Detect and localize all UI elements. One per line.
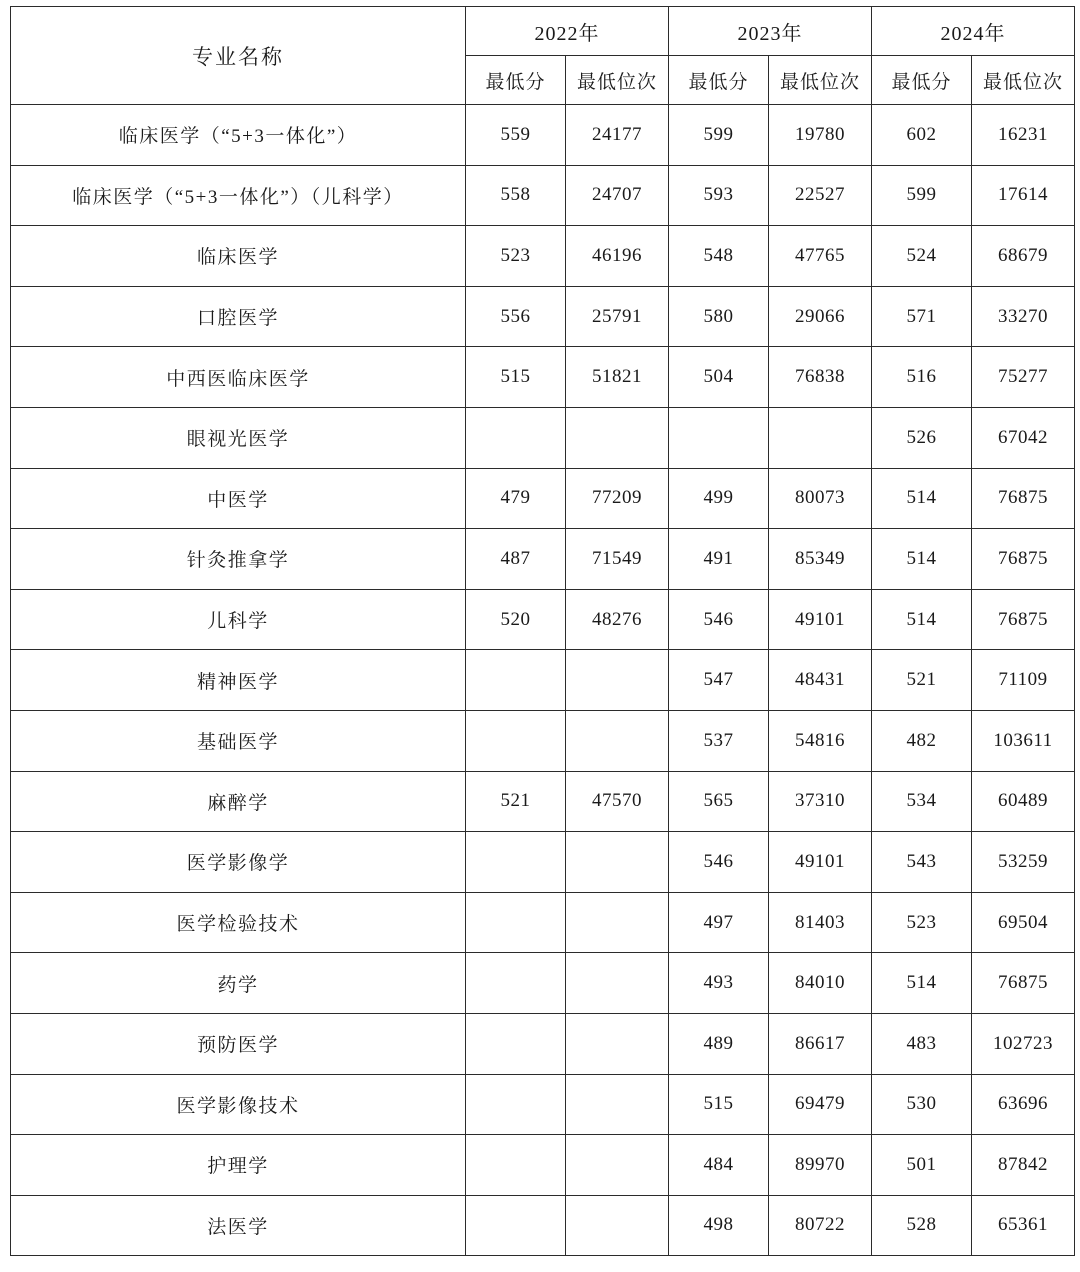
column-header-2023-min-rank: 最低位次 bbox=[769, 56, 872, 105]
cell-2022-min-rank bbox=[566, 1195, 669, 1256]
cell-2023-min-score: 498 bbox=[669, 1195, 769, 1256]
cell-2022-min-score: 515 bbox=[466, 347, 566, 408]
cell-2024-min-rank: 71109 bbox=[972, 650, 1075, 711]
cell-major: 基础医学 bbox=[11, 710, 466, 771]
cell-2022-min-rank bbox=[566, 1013, 669, 1074]
cell-2024-min-score: 599 bbox=[872, 165, 972, 226]
cell-2022-min-score: 523 bbox=[466, 226, 566, 287]
cell-major: 中医学 bbox=[11, 468, 466, 529]
table-row bbox=[11, 468, 1075, 529]
cell-2024-min-score: 571 bbox=[872, 286, 972, 347]
column-header-2024-min-rank: 最低位次 bbox=[972, 56, 1075, 105]
cell-2024-min-score: 514 bbox=[872, 529, 972, 590]
cell-2024-min-score: 602 bbox=[872, 105, 972, 166]
column-header-2024-min-score: 最低分 bbox=[872, 56, 972, 105]
cell-2022-min-rank bbox=[566, 650, 669, 711]
cell-2022-min-score: 521 bbox=[466, 771, 566, 832]
cell-2024-min-rank: 76875 bbox=[972, 589, 1075, 650]
cell-2022-min-score bbox=[466, 1135, 566, 1196]
cell-2024-min-score: 516 bbox=[872, 347, 972, 408]
cell-2022-min-rank bbox=[566, 407, 669, 468]
column-header-major: 专业名称 bbox=[11, 7, 466, 105]
table-row bbox=[11, 347, 1075, 408]
cell-2022-min-rank bbox=[566, 710, 669, 771]
cell-2022-min-score bbox=[466, 1074, 566, 1135]
cell-2023-min-rank: 85349 bbox=[769, 529, 872, 590]
cell-2023-min-rank bbox=[769, 407, 872, 468]
table-row bbox=[11, 771, 1075, 832]
cell-major: 医学影像技术 bbox=[11, 1074, 466, 1135]
cell-2023-min-score: 515 bbox=[669, 1074, 769, 1135]
admission-score-table bbox=[10, 6, 1075, 1256]
cell-2023-min-score: 546 bbox=[669, 832, 769, 893]
cell-2023-min-rank: 19780 bbox=[769, 105, 872, 166]
cell-major: 临床医学 bbox=[11, 226, 466, 287]
column-header-2022-min-score: 最低分 bbox=[466, 56, 566, 105]
cell-2023-min-score: 499 bbox=[669, 468, 769, 529]
cell-2022-min-score bbox=[466, 1195, 566, 1256]
cell-2023-min-score: 599 bbox=[669, 105, 769, 166]
cell-2022-min-rank: 48276 bbox=[566, 589, 669, 650]
cell-2022-min-score bbox=[466, 710, 566, 771]
cell-major: 中西医临床医学 bbox=[11, 347, 466, 408]
cell-2022-min-score bbox=[466, 953, 566, 1014]
cell-2024-min-score: 534 bbox=[872, 771, 972, 832]
cell-2024-min-score: 543 bbox=[872, 832, 972, 893]
cell-2022-min-rank: 51821 bbox=[566, 347, 669, 408]
cell-2023-min-rank: 76838 bbox=[769, 347, 872, 408]
table-row bbox=[11, 105, 1075, 166]
cell-2022-min-score: 559 bbox=[466, 105, 566, 166]
cell-2024-min-score: 526 bbox=[872, 407, 972, 468]
cell-2024-min-score: 483 bbox=[872, 1013, 972, 1074]
cell-2024-min-score: 528 bbox=[872, 1195, 972, 1256]
cell-major: 医学影像学 bbox=[11, 832, 466, 893]
cell-2023-min-score: 497 bbox=[669, 892, 769, 953]
cell-2023-min-rank: 80073 bbox=[769, 468, 872, 529]
table-row bbox=[11, 1074, 1075, 1135]
cell-2024-min-rank: 33270 bbox=[972, 286, 1075, 347]
cell-2022-min-score bbox=[466, 1013, 566, 1074]
cell-2023-min-rank: 54816 bbox=[769, 710, 872, 771]
table-row bbox=[11, 407, 1075, 468]
cell-2022-min-rank: 77209 bbox=[566, 468, 669, 529]
cell-2024-min-score: 530 bbox=[872, 1074, 972, 1135]
cell-2022-min-rank: 47570 bbox=[566, 771, 669, 832]
column-header-2023-min-score: 最低分 bbox=[669, 56, 769, 105]
cell-2023-min-rank: 22527 bbox=[769, 165, 872, 226]
cell-2024-min-score: 482 bbox=[872, 710, 972, 771]
cell-2024-min-score: 514 bbox=[872, 468, 972, 529]
cell-2023-min-rank: 49101 bbox=[769, 589, 872, 650]
cell-2022-min-rank: 24707 bbox=[566, 165, 669, 226]
cell-major: 护理学 bbox=[11, 1135, 466, 1196]
cell-2024-min-score: 524 bbox=[872, 226, 972, 287]
cell-2022-min-score: 556 bbox=[466, 286, 566, 347]
cell-major: 口腔医学 bbox=[11, 286, 466, 347]
cell-2024-min-score: 521 bbox=[872, 650, 972, 711]
cell-2023-min-rank: 47765 bbox=[769, 226, 872, 287]
cell-major: 临床医学（“5+3一体化”） bbox=[11, 105, 466, 166]
cell-2024-min-rank: 76875 bbox=[972, 953, 1075, 1014]
cell-2023-min-score: 547 bbox=[669, 650, 769, 711]
column-header-year-2024: 2024年 bbox=[872, 7, 1075, 56]
cell-2023-min-rank: 86617 bbox=[769, 1013, 872, 1074]
cell-2024-min-score: 501 bbox=[872, 1135, 972, 1196]
cell-major: 精神医学 bbox=[11, 650, 466, 711]
cell-2022-min-score: 520 bbox=[466, 589, 566, 650]
cell-2024-min-rank: 69504 bbox=[972, 892, 1075, 953]
cell-major: 针灸推拿学 bbox=[11, 529, 466, 590]
table-row bbox=[11, 226, 1075, 287]
cell-2024-min-rank: 65361 bbox=[972, 1195, 1075, 1256]
cell-major: 医学检验技术 bbox=[11, 892, 466, 953]
cell-2023-min-score: 548 bbox=[669, 226, 769, 287]
cell-2024-min-rank: 75277 bbox=[972, 347, 1075, 408]
cell-2022-min-score: 479 bbox=[466, 468, 566, 529]
cell-2022-min-rank: 46196 bbox=[566, 226, 669, 287]
table-row bbox=[11, 1135, 1075, 1196]
table-header-year-row bbox=[11, 7, 1075, 56]
cell-2022-min-rank bbox=[566, 1135, 669, 1196]
cell-2022-min-rank bbox=[566, 832, 669, 893]
cell-2023-min-rank: 89970 bbox=[769, 1135, 872, 1196]
cell-2024-min-rank: 76875 bbox=[972, 529, 1075, 590]
cell-2022-min-score bbox=[466, 892, 566, 953]
cell-major: 麻醉学 bbox=[11, 771, 466, 832]
cell-2024-min-rank: 102723 bbox=[972, 1013, 1075, 1074]
table-header bbox=[11, 7, 1075, 105]
cell-major: 眼视光医学 bbox=[11, 407, 466, 468]
cell-2023-min-score bbox=[669, 407, 769, 468]
cell-2023-min-rank: 69479 bbox=[769, 1074, 872, 1135]
table-row bbox=[11, 286, 1075, 347]
cell-major: 法医学 bbox=[11, 1195, 466, 1256]
table-row bbox=[11, 589, 1075, 650]
cell-2024-min-rank: 67042 bbox=[972, 407, 1075, 468]
cell-2022-min-rank: 25791 bbox=[566, 286, 669, 347]
cell-2024-min-rank: 68679 bbox=[972, 226, 1075, 287]
cell-2024-min-rank: 53259 bbox=[972, 832, 1075, 893]
cell-2023-min-rank: 37310 bbox=[769, 771, 872, 832]
cell-2024-min-rank: 87842 bbox=[972, 1135, 1075, 1196]
cell-2024-min-rank: 103611 bbox=[972, 710, 1075, 771]
cell-major: 预防医学 bbox=[11, 1013, 466, 1074]
cell-2024-min-score: 514 bbox=[872, 589, 972, 650]
column-header-2022-min-rank: 最低位次 bbox=[566, 56, 669, 105]
cell-2024-min-rank: 60489 bbox=[972, 771, 1075, 832]
cell-2024-min-rank: 17614 bbox=[972, 165, 1075, 226]
cell-2023-min-rank: 84010 bbox=[769, 953, 872, 1014]
cell-2022-min-score bbox=[466, 832, 566, 893]
table-row bbox=[11, 710, 1075, 771]
cell-2022-min-rank bbox=[566, 892, 669, 953]
cell-2024-min-score: 523 bbox=[872, 892, 972, 953]
cell-2022-min-rank bbox=[566, 1074, 669, 1135]
cell-2022-min-rank: 71549 bbox=[566, 529, 669, 590]
cell-2023-min-rank: 80722 bbox=[769, 1195, 872, 1256]
cell-2024-min-rank: 63696 bbox=[972, 1074, 1075, 1135]
cell-major: 儿科学 bbox=[11, 589, 466, 650]
cell-2023-min-score: 593 bbox=[669, 165, 769, 226]
table-row bbox=[11, 1013, 1075, 1074]
cell-2024-min-score: 514 bbox=[872, 953, 972, 1014]
table-body bbox=[11, 105, 1075, 1256]
table-row bbox=[11, 953, 1075, 1014]
cell-2022-min-rank bbox=[566, 953, 669, 1014]
cell-2022-min-score bbox=[466, 407, 566, 468]
cell-2023-min-score: 491 bbox=[669, 529, 769, 590]
cell-2023-min-score: 484 bbox=[669, 1135, 769, 1196]
table-row bbox=[11, 529, 1075, 590]
column-header-year-2022: 2022年 bbox=[466, 7, 669, 56]
table-row bbox=[11, 832, 1075, 893]
cell-2023-min-score: 565 bbox=[669, 771, 769, 832]
cell-2022-min-score: 487 bbox=[466, 529, 566, 590]
cell-2022-min-rank: 24177 bbox=[566, 105, 669, 166]
cell-2022-min-score bbox=[466, 650, 566, 711]
cell-2024-min-rank: 16231 bbox=[972, 105, 1075, 166]
cell-major: 临床医学（“5+3一体化”）（儿科学） bbox=[11, 165, 466, 226]
cell-major: 药学 bbox=[11, 953, 466, 1014]
cell-2023-min-score: 493 bbox=[669, 953, 769, 1014]
table-row bbox=[11, 1195, 1075, 1256]
table-row bbox=[11, 650, 1075, 711]
cell-2023-min-rank: 49101 bbox=[769, 832, 872, 893]
cell-2023-min-score: 580 bbox=[669, 286, 769, 347]
cell-2023-min-rank: 29066 bbox=[769, 286, 872, 347]
cell-2022-min-score: 558 bbox=[466, 165, 566, 226]
table-row bbox=[11, 165, 1075, 226]
cell-2023-min-score: 546 bbox=[669, 589, 769, 650]
cell-2023-min-score: 537 bbox=[669, 710, 769, 771]
cell-2024-min-rank: 76875 bbox=[972, 468, 1075, 529]
table-row bbox=[11, 892, 1075, 953]
column-header-year-2023: 2023年 bbox=[669, 7, 872, 56]
cell-2023-min-score: 489 bbox=[669, 1013, 769, 1074]
cell-2023-min-score: 504 bbox=[669, 347, 769, 408]
cell-2023-min-rank: 48431 bbox=[769, 650, 872, 711]
cell-2023-min-rank: 81403 bbox=[769, 892, 872, 953]
